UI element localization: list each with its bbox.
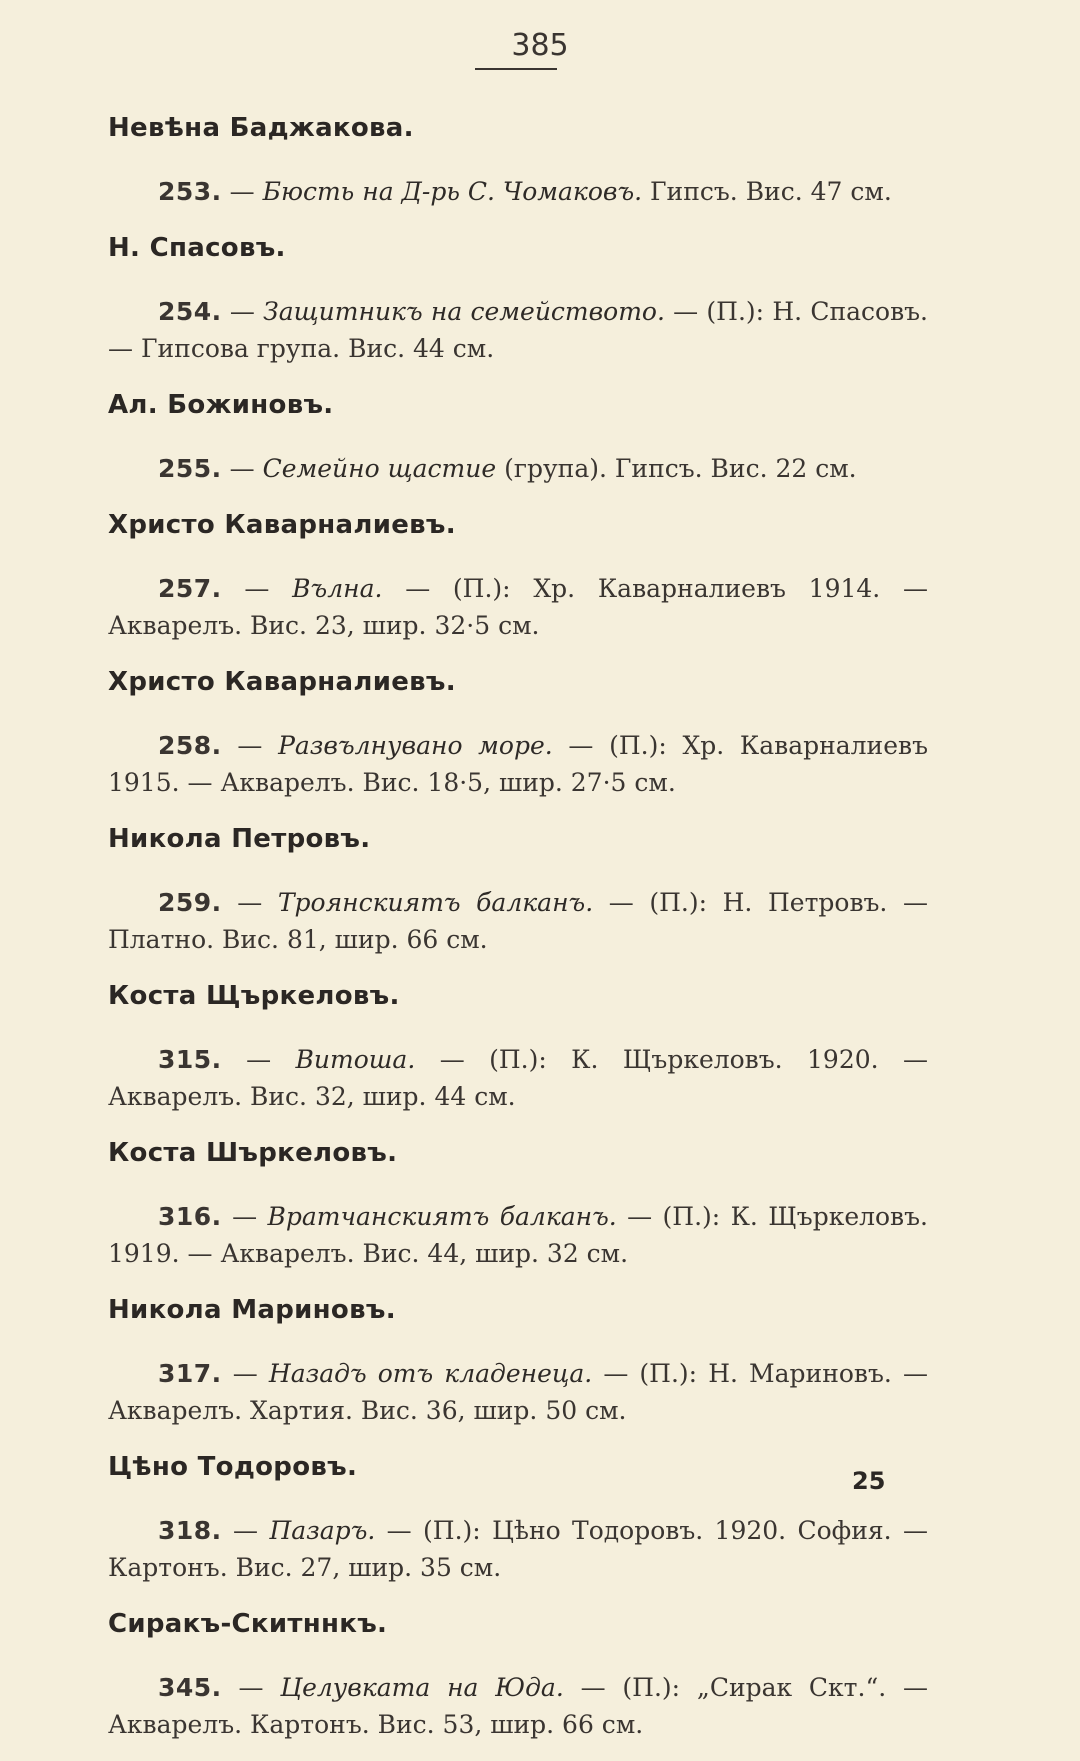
entry-separator: —: [221, 888, 278, 917]
entry-description: [108, 1669, 928, 1743]
artwork-title: Назадъ отъ кладенеца.: [268, 1359, 593, 1388]
entry-separator: —: [221, 297, 264, 326]
artist-name: Сиракъ-Скитннкъ.: [108, 1609, 388, 1639]
entry-number: 345.: [158, 1673, 222, 1702]
entry-number: 253.: [158, 177, 222, 206]
entry-description: [108, 1512, 928, 1586]
entry-separator: —: [221, 177, 263, 206]
catalog-entry-315: [108, 976, 928, 1115]
entry-details: — (П.): Н. Петровъ. — Платно. Вис. 81, шир. 66 см.: [108, 888, 928, 954]
entry-details: — (П.): Н. Мариновъ. — Акварелъ. Хартия. Вис. 36, шир. 50 см.: [108, 1359, 928, 1425]
entry-details: Гипсъ. Вис. 47 см.: [642, 177, 892, 206]
signature-number: 25: [852, 1467, 886, 1495]
entry-description: [108, 1041, 928, 1115]
artwork-title: Пазаръ.: [269, 1516, 376, 1545]
artwork-title: Целувката на Юда.: [280, 1673, 564, 1702]
catalog-entry-317: [108, 1290, 928, 1429]
entry-description: [108, 173, 928, 210]
entry-separator: —: [221, 731, 279, 760]
artist-name: Никола Петровъ.: [108, 824, 371, 854]
entry-separator: —: [221, 574, 293, 603]
entry-separator: —: [221, 1359, 269, 1388]
catalog-entry-253: [108, 108, 928, 210]
catalog-entry-255: [108, 385, 928, 487]
entry-number: 318.: [158, 1516, 222, 1545]
artwork-title: Бюсть на Д-рь С. Чомаковъ.: [262, 177, 643, 206]
artist-name: Христо Каварналиевъ.: [108, 510, 456, 540]
artwork-title: Вратчанскиятъ балканъ.: [267, 1202, 617, 1231]
artist-name: Коста Щъркеловъ.: [108, 981, 400, 1011]
entry-number: 257.: [158, 574, 222, 603]
entry-separator: —: [221, 1045, 296, 1074]
entry-details: — (П.): „Сирак Скт.“. — Акварелъ. Картонъ. Вис. 53, шир. 66 см.: [108, 1673, 928, 1739]
entry-number: 316.: [158, 1202, 222, 1231]
artist-name: Невѣна Баджакова.: [108, 113, 414, 143]
artwork-title: Семейно щастие: [262, 454, 497, 483]
entry-details: — (П.): К. Щъркеловъ. 1920. — Акварелъ. Вис. 32, шир. 44 см.: [108, 1045, 928, 1111]
entry-separator: —: [221, 1673, 281, 1702]
entry-separator: —: [221, 1202, 268, 1231]
entry-number: 259.: [158, 888, 222, 917]
entry-description: [108, 884, 928, 958]
catalog-entry-257: [108, 505, 928, 644]
entry-description: [108, 293, 928, 367]
entry-separator: —: [221, 1516, 270, 1545]
entry-separator: —: [221, 454, 263, 483]
page-number: 385: [511, 28, 569, 63]
artwork-title: Троянскиятъ балканъ.: [277, 888, 594, 917]
entry-number: 255.: [158, 454, 222, 483]
entry-description: [108, 1355, 928, 1429]
entry-details: — (П.): Цѣно Тодоровъ. 1920. София. — Картонъ. Вис. 27, шир. 35 см.: [108, 1516, 928, 1582]
entry-details: — (П.): Хр. Каварналиевъ 1914. — Акварелъ. Вис. 23, шир. 32·5 см.: [108, 574, 928, 640]
catalog-entry-345: [108, 1604, 928, 1743]
artist-name: Христо Каварналиевъ.: [108, 667, 456, 697]
artwork-title: Защитникъ на семейството.: [263, 297, 665, 326]
catalog-entry-318: [108, 1447, 928, 1586]
catalog-entry-254: [108, 228, 928, 367]
artist-name: Ал. Божиновъ.: [108, 390, 334, 420]
artist-name: Цѣно Тодоровъ.: [108, 1452, 358, 1482]
page-number-rule: [475, 68, 557, 70]
artwork-title: Витоша.: [295, 1045, 416, 1074]
artwork-title: Развълнувано море.: [278, 731, 553, 760]
entry-details: (група). Гипсъ. Вис. 22 см.: [496, 454, 857, 483]
artist-name: Никола Мариновъ.: [108, 1295, 396, 1325]
entry-details: — (П.): Н. Спасовъ. — Гипсова група. Вис. 44 см.: [108, 297, 928, 363]
catalog-entry-316: [108, 1133, 928, 1272]
entry-number: 315.: [158, 1045, 222, 1074]
entry-description: [108, 570, 928, 644]
artwork-title: Вълна.: [292, 574, 383, 603]
entry-description: [108, 450, 928, 487]
entry-number: 317.: [158, 1359, 222, 1388]
catalog-entry-259: [108, 819, 928, 958]
entry-description: [108, 727, 928, 801]
entry-details: — (П.): Хр. Каварналиевъ 1915. — Акварелъ. Вис. 18·5, шир. 27·5 см.: [108, 731, 928, 797]
artist-name: Коста Шъркеловъ.: [108, 1138, 398, 1168]
entry-description: [108, 1198, 928, 1272]
entry-number: 254.: [158, 297, 222, 326]
entry-number: 258.: [158, 731, 222, 760]
artist-name: Н. Спасовъ.: [108, 233, 286, 263]
catalog-entries: [108, 108, 928, 1761]
entry-details: — (П.): К. Щъркеловъ. 1919. — Акварелъ. Вис. 44, шир. 32 см.: [108, 1202, 928, 1268]
catalog-entry-258: [108, 662, 928, 801]
